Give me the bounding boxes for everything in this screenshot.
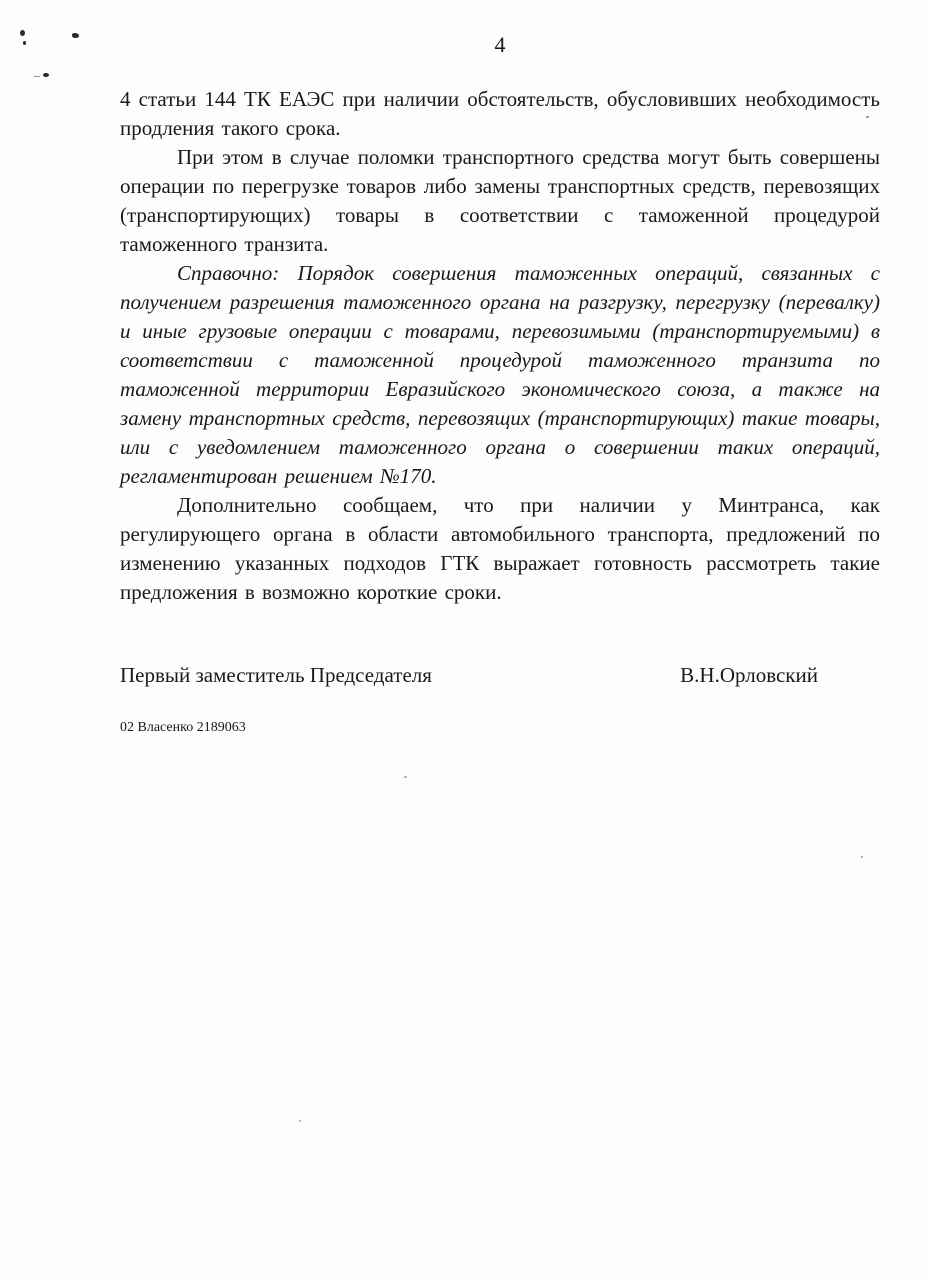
document-content <box>120 30 880 737</box>
scan-speck <box>20 30 25 36</box>
page-number: 4 <box>494 32 506 57</box>
paragraph-continuation: 4 статьи 144 ТК ЕАЭС при наличии обстоятельств, обусловивших необходимость продления такого срока. <box>120 87 880 140</box>
scan-speck <box>299 1120 301 1122</box>
paragraph-transport-breakdown: При этом в случае поломки транспортного средства могут быть совершены операции по перегрузке товаров либо замены транспортных средств, перевозящих (транспортирующих) товары в соответствии с таможенной процедурой таможенного транзита. <box>120 145 880 256</box>
scan-speck <box>861 856 863 858</box>
executor-reference: 02 Власенко 2189063 <box>120 720 246 735</box>
document-body <box>120 85 880 607</box>
signature-block <box>120 661 880 690</box>
scan-speck <box>43 73 49 77</box>
scan-speck <box>34 76 40 77</box>
scan-speck <box>404 776 407 778</box>
paragraph-reference-note: Справочно: Порядок совершения таможенных операций, связанных с получением разрешения таможенного органа на разгрузку, перегрузку (перевалку) и иные грузовые операции с товарами, перевозимыми (транспортируемыми) в соответствии с таможенной процедурой таможенного транзита по таможенной территории Евразийского экономического союза, а также на замену транспортных средств, перевозящих (транспортирующих) такие товары, или с уведомлением таможенного органа о совершении таких операций, регламентирован решением №170. <box>120 261 880 488</box>
scan-speck <box>72 33 79 38</box>
signatory-name: В.Н.Орловский <box>680 663 818 687</box>
scan-speck <box>23 41 26 45</box>
paragraph-additional-info: Дополнительно сообщаем, что при наличии у Минтранса, как регулирующего органа в области автомобильного транспорта, предложений по изменению указанных подходов ГТК выражает готовность рассмотреть такие предложения в возможно короткие сроки. <box>120 493 880 604</box>
signatory-title: Первый заместитель Председателя <box>120 663 432 687</box>
